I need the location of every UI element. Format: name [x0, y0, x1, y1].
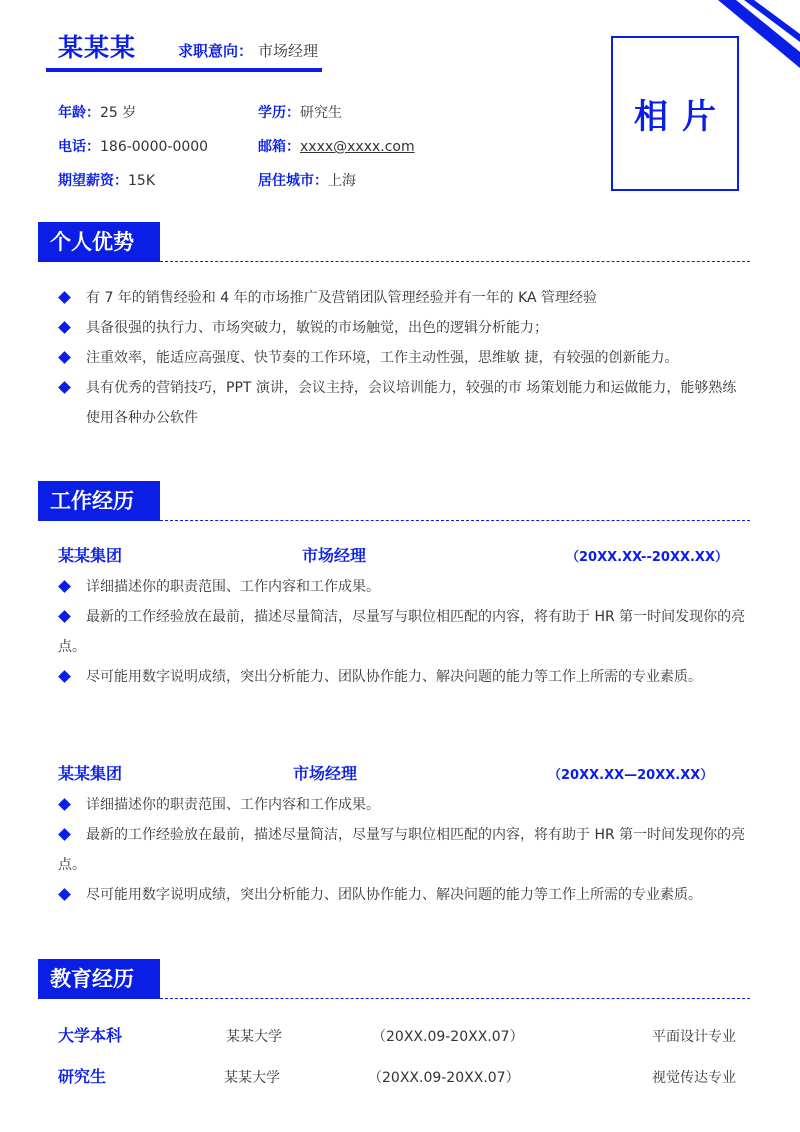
list-item: 具备很强的执行力、市场突破力，敏锐的市场触觉，出色的逻辑分析能力； [58, 313, 748, 343]
section-divider [160, 261, 750, 262]
diamond-bullet-icon [58, 888, 71, 901]
education-major: 视觉传达专业 [652, 1070, 736, 1086]
diamond-bullet-icon [58, 828, 71, 841]
info-email [258, 136, 415, 156]
info-age [58, 102, 136, 122]
section-divider [160, 520, 750, 521]
diamond-bullet-icon [58, 670, 71, 683]
list-item: 尽可能用数字说明成绩，突出分析能力、团队协作能力、解决问题的能力等工作上所需的专业素质。 [58, 662, 748, 692]
diamond-bullet-icon [58, 381, 71, 394]
list-item: 最新的工作经验放在最前，描述尽量简洁，尽量写与职位相匹配的内容，将有助于 HR 第一时间发现你的亮点。 [58, 609, 746, 655]
education-degree: 研究生 [58, 1067, 107, 1086]
section-divider [160, 998, 750, 999]
list-item: 详细描述你的职责范围、工作内容和工作成果。 [58, 790, 748, 820]
job-company: 某某集团 [58, 764, 123, 783]
section-heading-work: 工作经历 [38, 481, 160, 521]
section-heading-advantages: 个人优势 [38, 222, 160, 262]
diamond-bullet-icon [58, 610, 71, 623]
diamond-bullet-icon [58, 798, 71, 811]
diamond-bullet-icon [58, 321, 71, 334]
list-item: 详细描述你的职责范围、工作内容和工作成果。 [58, 572, 748, 602]
email-label: 邮箱： [258, 139, 300, 155]
salary-value: 15K [128, 173, 155, 189]
list-item: 有 7 年的销售经验和 4 年的市场推广及营销团队管理经验并有一年的 KA 管理经验 [58, 283, 748, 313]
education-school: 某某大学 [224, 1070, 280, 1086]
job-position: 市场经理 [293, 764, 358, 783]
info-salary [58, 170, 155, 190]
education-major: 平面设计专业 [652, 1029, 736, 1045]
list-item: 尽可能用数字说明成绩，突出分析能力、团队协作能力、解决问题的能力等工作上所需的专业素质。 [58, 880, 748, 910]
education-label: 学历： [258, 105, 300, 121]
city-label: 居住城市： [258, 173, 328, 189]
diamond-bullet-icon [58, 291, 71, 304]
diamond-bullet-icon [58, 580, 71, 593]
job-company: 某某集团 [58, 546, 123, 565]
phone-value: 186-0000-0000 [100, 139, 209, 155]
section-heading-education: 教育经历 [38, 959, 160, 999]
salary-label: 期望薪资： [58, 173, 128, 189]
phone-label: 电话： [58, 139, 100, 155]
job-details-list [58, 790, 748, 910]
education-date: （20XX.09-20XX.07） [372, 1029, 524, 1045]
education-school: 某某大学 [226, 1029, 282, 1045]
candidate-name: 某某某 [58, 33, 137, 62]
photo-label: 相片 [634, 97, 730, 137]
info-phone [58, 136, 208, 156]
job-date: （20XX.XX—20XX.XX） [548, 768, 714, 783]
job-details-list [58, 572, 748, 692]
job-intent-label: 求职意向： [178, 42, 254, 60]
info-education [258, 102, 342, 122]
education-date: （20XX.09-20XX.07） [368, 1070, 520, 1086]
email-link[interactable]: xxxx@xxxx.com [300, 139, 415, 155]
education-value: 研究生 [300, 105, 342, 121]
photo-placeholder [611, 36, 739, 191]
name-underline [46, 68, 322, 72]
age-label: 年龄： [58, 105, 100, 121]
list-item: 最新的工作经验放在最前，描述尽量简洁，尽量写与职位相匹配的内容，将有助于 HR 第一时间发现你的亮点。 [58, 827, 746, 873]
diamond-bullet-icon [58, 351, 71, 364]
job-position: 市场经理 [302, 546, 367, 565]
city-value: 上海 [328, 173, 356, 189]
list-item: 注重效率，能适应高强度、快节奏的工作环境，工作主动性强，思维敏 捷，有较强的创新能力。 [58, 343, 748, 373]
list-item: 具有优秀的营销技巧，PPT 演讲，会议主持，会议培训能力，较强的市 场策划能力和运做能力，能够熟练使用各种办公软件 [58, 373, 748, 433]
job-date: （20XX.XX--20XX.XX） [566, 550, 728, 565]
education-degree: 大学本科 [58, 1026, 123, 1045]
advantages-list [58, 283, 748, 433]
job-intent-value: 市场经理 [258, 42, 319, 60]
info-city [258, 170, 356, 190]
age-value: 25 岁 [100, 105, 137, 121]
